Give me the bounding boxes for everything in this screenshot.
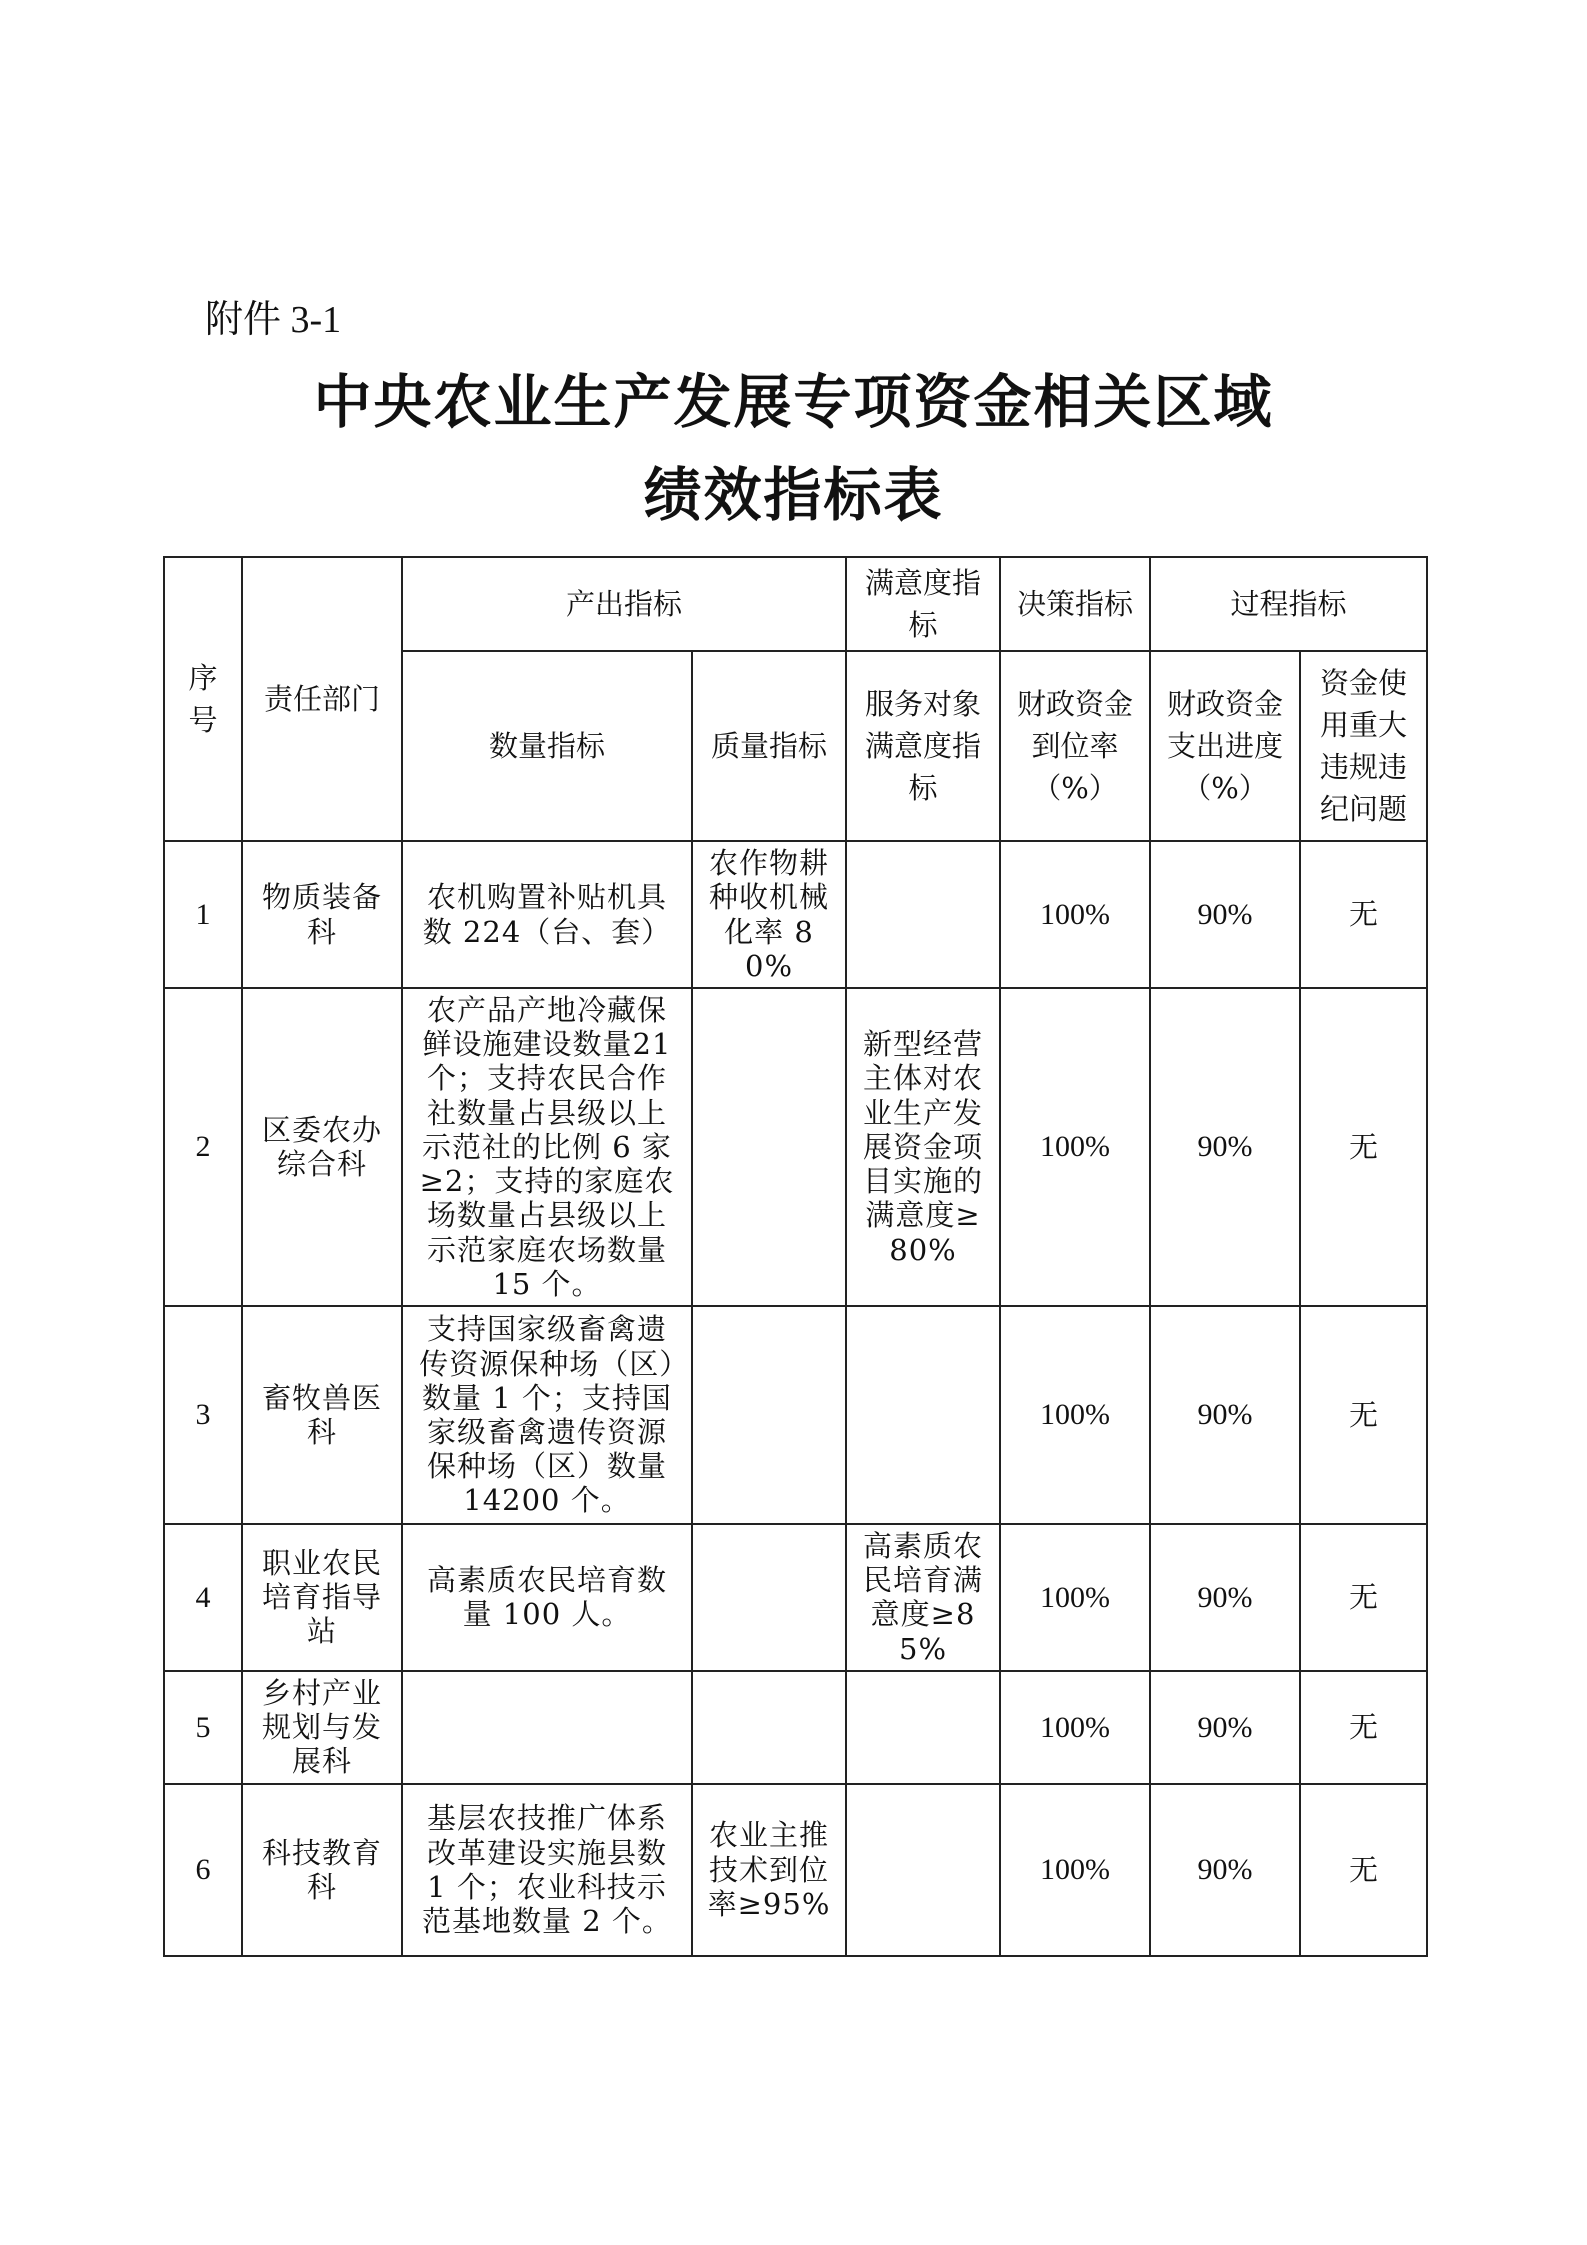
header-quantity: 数量指标 [402, 651, 692, 841]
row-quality: 农作物耕种收机械化率 80% [692, 841, 846, 988]
header-output: 产出指标 [402, 557, 846, 651]
row-satisfaction [846, 1671, 1000, 1784]
row-seq: 5 [164, 1671, 242, 1784]
row-seq: 3 [164, 1306, 242, 1524]
row-violations: 无 [1300, 988, 1427, 1306]
row-quality [692, 988, 846, 1306]
row-progress: 90% [1150, 841, 1300, 988]
row-violations: 无 [1300, 841, 1427, 988]
header-satisfaction: 满意度指标 [846, 557, 1000, 651]
row-seq: 1 [164, 841, 242, 988]
row-quality: 农业主推技术到位率≥95% [692, 1784, 846, 1956]
row-satisfaction [846, 841, 1000, 988]
row-progress: 90% [1150, 1306, 1300, 1524]
row-quality [692, 1671, 846, 1784]
row-dept: 畜牧兽医科 [242, 1306, 402, 1524]
row-funds: 100% [1000, 841, 1150, 988]
row-progress: 90% [1150, 1784, 1300, 1956]
row-progress: 90% [1150, 1524, 1300, 1671]
row-seq: 6 [164, 1784, 242, 1956]
attachment-label: 附件 3-1 [205, 299, 342, 341]
row-violations: 无 [1300, 1306, 1427, 1524]
header-seq: 序号 [164, 557, 242, 841]
header-decision: 决策指标 [1000, 557, 1150, 651]
page-title-line-2: 绩效指标表 [643, 461, 944, 529]
row-quantity: 基层农技推广体系改革建设实施县数 1 个；农业科技示范基地数量 2 个。 [402, 1784, 692, 1956]
row-quantity: 高素质农民培育数量 100 人。 [402, 1524, 692, 1671]
row-dept: 乡村产业规划与发展科 [242, 1671, 402, 1784]
row-dept: 区委农办综合科 [242, 988, 402, 1306]
table-row [164, 1671, 1427, 1784]
row-seq: 2 [164, 988, 242, 1306]
header-quality: 质量指标 [692, 651, 846, 841]
row-funds: 100% [1000, 1784, 1150, 1956]
row-seq: 4 [164, 1524, 242, 1671]
row-satisfaction [846, 1784, 1000, 1956]
row-funds: 100% [1000, 1671, 1150, 1784]
header-row-1 [164, 557, 1427, 651]
row-funds: 100% [1000, 1524, 1150, 1671]
row-funds: 100% [1000, 988, 1150, 1306]
row-satisfaction [846, 1306, 1000, 1524]
header-service-satisfaction: 服务对象满意度指标 [846, 651, 1000, 841]
row-dept: 职业农民培育指导站 [242, 1524, 402, 1671]
row-dept: 科技教育科 [242, 1784, 402, 1956]
header-process: 过程指标 [1150, 557, 1427, 651]
row-progress: 90% [1150, 1671, 1300, 1784]
row-dept: 物质装备科 [242, 841, 402, 988]
header-spending-progress: 财政资金支出进度（%） [1150, 651, 1300, 841]
row-quality [692, 1306, 846, 1524]
row-progress: 90% [1150, 988, 1300, 1306]
row-quality [692, 1524, 846, 1671]
row-quantity: 农机购置补贴机具数 224（台、套） [402, 841, 692, 988]
row-satisfaction: 高素质农民培育满意度≥85% [846, 1524, 1000, 1671]
table-row [164, 1524, 1427, 1671]
performance-indicator-table [163, 556, 1428, 1957]
row-quantity [402, 1671, 692, 1784]
row-violations: 无 [1300, 1671, 1427, 1784]
header-dept: 责任部门 [242, 557, 402, 841]
row-violations: 无 [1300, 1524, 1427, 1671]
row-funds: 100% [1000, 1306, 1150, 1524]
row-quantity: 支持国家级畜禽遗传资源保种场（区）数量 1 个；支持国家级畜禽遗传资源保种场（区）数量 14200 个。 [402, 1306, 692, 1524]
row-satisfaction: 新型经营主体对农业生产发展资金项目实施的满意度≥80% [846, 988, 1000, 1306]
header-funds-arrival: 财政资金到位率（%） [1000, 651, 1150, 841]
page-title-line-1: 中央农业生产发展专项资金相关区域 [313, 368, 1274, 436]
table-row [164, 841, 1427, 988]
table-row [164, 1784, 1427, 1956]
header-violations: 资金使用重大违规违纪问题 [1300, 651, 1427, 841]
table-row [164, 1306, 1427, 1524]
table-row [164, 988, 1427, 1306]
row-violations: 无 [1300, 1784, 1427, 1956]
row-quantity: 农产品产地冷藏保鲜设施建设数量21个；支持农民合作社数量占县级以上示范社的比例 6 家≥2；支持的家庭农场数量占县级以上示范家庭农场数量 15 个。 [402, 988, 692, 1306]
